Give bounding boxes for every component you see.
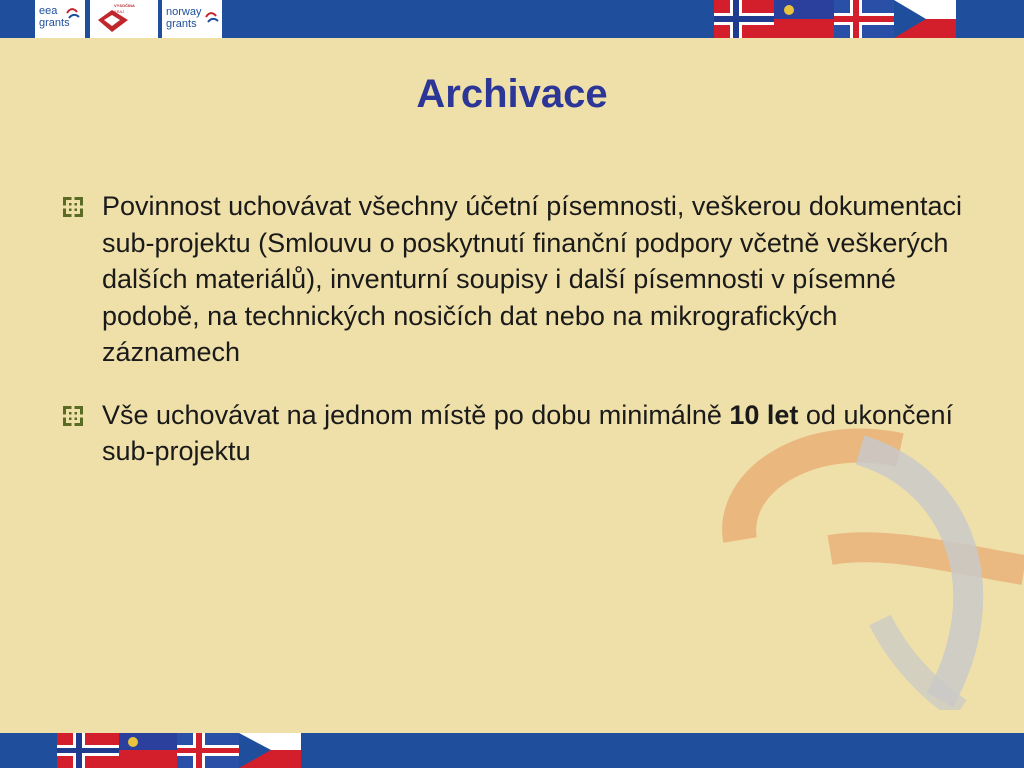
slide-title: Archivace	[416, 72, 608, 116]
norway-flag-icon	[57, 733, 119, 768]
iceland-flag-icon	[177, 733, 239, 768]
eea-logo-line2: grants	[39, 17, 70, 29]
czech-flag-icon	[894, 0, 956, 38]
eea-logo-line1: eea	[39, 5, 58, 17]
bullet-text-emphasis: 10 let	[729, 399, 799, 430]
region-logo	[90, 0, 158, 38]
eea-swoosh-icon	[65, 6, 81, 20]
bullet-square-icon	[62, 196, 84, 218]
czech-flag-icon	[239, 733, 301, 768]
bullet-item	[62, 397, 962, 470]
bullet-text: Povinnost uchovávat všechny účetní písemnosti, veškerou dokumentaci sub-projektu (Smlouvu o poskytnutí finanční podpory včetně veškerých dalších materiálů), inventurní soupisy i další písemnosti v písemné podobě, na technických nosičích dat nebo na mikrografických záznamech	[102, 191, 962, 367]
region-logo-line2: KRAJ	[114, 9, 125, 14]
liechtenstein-flag-icon	[119, 733, 177, 768]
slide-content	[62, 188, 962, 470]
region-logo-line1: VYSOČINA	[114, 3, 135, 8]
norway-flag-icon	[714, 0, 774, 38]
liechtenstein-flag-icon	[774, 0, 834, 38]
bullet-text-start: Vše uchovávat na jednom místě po dobu minimálně	[102, 399, 730, 430]
eea-grants-logo	[35, 0, 85, 38]
norway-swoosh-icon	[204, 10, 220, 24]
norway-logo-line2: grants	[166, 18, 197, 30]
flags-strip-top	[714, 0, 956, 38]
bullet-item	[62, 188, 962, 371]
norway-grants-logo	[162, 0, 222, 38]
norway-logo-line1: norway	[166, 6, 202, 18]
iceland-flag-icon	[834, 0, 894, 38]
bullet-text-end: od ukončení sub-projektu	[102, 399, 954, 466]
flags-strip-bottom	[57, 733, 301, 768]
bullet-square-icon	[62, 405, 84, 427]
